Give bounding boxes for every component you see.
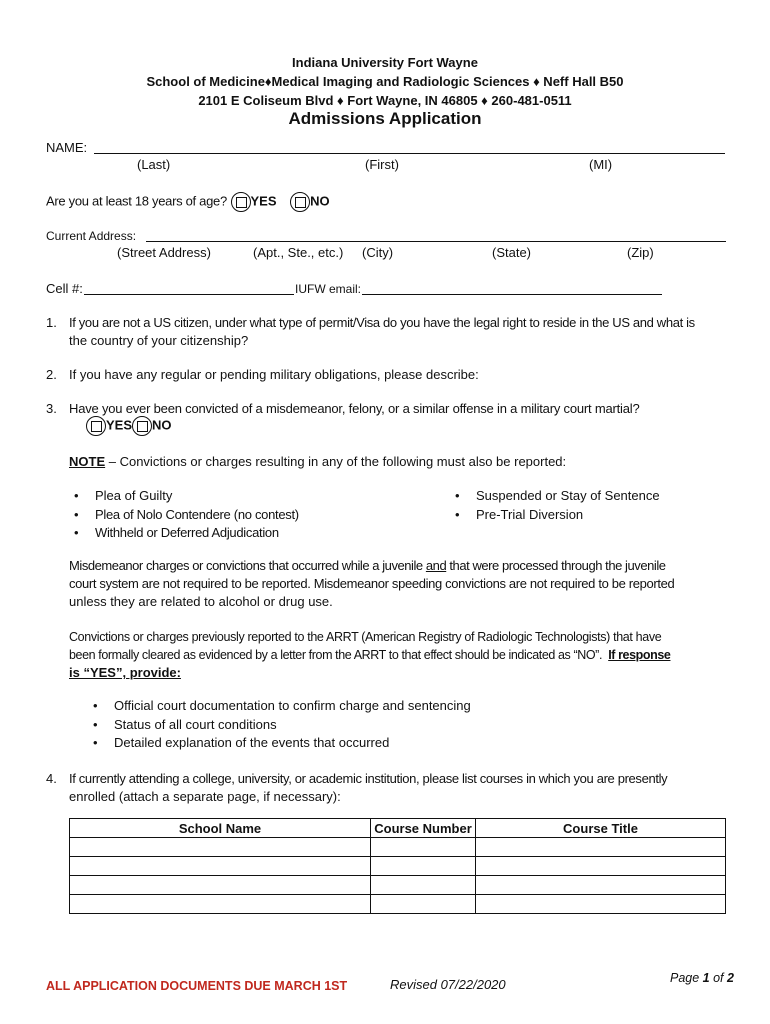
- note-text: – Convictions or charges resulting in any of the following must also be reported:: [105, 454, 567, 469]
- q3-yes-checkbox[interactable]: [86, 416, 106, 436]
- list-item: • Detailed explanation of the events that occurred: [88, 734, 471, 753]
- email-label: IUFW email:: [295, 282, 361, 296]
- courses-table: [69, 818, 726, 914]
- q4-line2: enrolled (attach a separate page, if necessary):: [69, 789, 341, 804]
- table-row: [70, 876, 726, 895]
- address-sub-city: (City): [362, 245, 394, 260]
- q4-line1: If currently attending a college, university, or academic institution, please list courses in which you are presently: [69, 771, 668, 786]
- checkbox-icon: [91, 421, 102, 432]
- q1-line2: the country of your citizenship?: [69, 333, 249, 348]
- page-prefix: Page: [670, 971, 703, 985]
- q3-no-label: NO: [152, 417, 172, 433]
- list-item: • Pre-Trial Diversion: [450, 506, 660, 525]
- arrt-line2: [69, 646, 670, 664]
- table-cell[interactable]: [70, 838, 371, 857]
- arrt-list: [88, 697, 471, 753]
- table-row: [70, 857, 726, 876]
- page-of: of: [709, 971, 727, 985]
- age-yes-label: YES: [250, 193, 277, 209]
- age-yes-checkbox[interactable]: [231, 192, 251, 212]
- q3-number: 3.: [46, 401, 57, 416]
- address-input-line[interactable]: [146, 241, 726, 242]
- name-input-line[interactable]: [94, 153, 725, 154]
- misdemeanor-line3: unless they are related to alcohol or drug use.: [69, 594, 333, 609]
- list-item: • Withheld or Deferred Adjudication: [69, 524, 299, 543]
- revised-date: Revised 07/22/2020: [390, 977, 506, 992]
- table-cell[interactable]: [70, 857, 371, 876]
- table-cell[interactable]: [371, 857, 476, 876]
- address-sub-street: (Street Address): [117, 245, 211, 260]
- name-sub-first: (First): [365, 157, 399, 172]
- table-cell[interactable]: [371, 895, 476, 914]
- institution-name: Indiana University Fort Wayne: [292, 55, 478, 70]
- q1-line1: If you are not a US citizen, under what type of permit/Visa do you have the legal right to reside in the US and what is: [69, 315, 695, 330]
- arrt-if-response: If response: [608, 648, 671, 662]
- col-school-name: School Name: [70, 819, 371, 838]
- address-sub-state: (State): [492, 245, 532, 260]
- department-line: School of Medicine♦Medical Imaging and Radiologic Sciences ♦ Neff Hall B50: [146, 74, 624, 89]
- address-sub-apt: (Apt., Ste., etc.): [253, 245, 344, 260]
- cell-input-line[interactable]: [84, 294, 294, 295]
- age-question-text: Are you at least 18 years of age?: [46, 193, 227, 209]
- note-right-list: [450, 487, 660, 524]
- list-item: • Status of all court conditions: [88, 716, 471, 735]
- table-cell[interactable]: [70, 876, 371, 895]
- name-sub-last: (Last): [137, 157, 171, 172]
- note-left-list: [69, 487, 299, 543]
- table-cell[interactable]: [476, 876, 726, 895]
- misdemeanor-and: and: [425, 558, 447, 573]
- cell-label: Cell #:: [46, 281, 83, 296]
- address-label: Current Address:: [46, 229, 137, 243]
- table-cell[interactable]: [70, 895, 371, 914]
- email-input-line[interactable]: [362, 294, 662, 295]
- table-row: [70, 838, 726, 857]
- address-line: 2101 E Coliseum Blvd ♦ Fort Wayne, IN 46805 ♦ 260-481-0511: [198, 93, 572, 108]
- table-cell[interactable]: [476, 857, 726, 876]
- arrt-line3: is “YES”, provide:: [69, 665, 181, 680]
- q3-yes-label: YES: [106, 417, 133, 433]
- col-course-number: Course Number: [371, 819, 476, 838]
- misdemeanor-line1b: that were processed through the juvenile: [446, 558, 666, 573]
- table-cell[interactable]: [476, 838, 726, 857]
- name-label: NAME:: [46, 140, 88, 155]
- list-item: • Official court documentation to confirm charge and sentencing: [88, 697, 471, 716]
- q4-number: 4.: [46, 771, 57, 786]
- table-cell[interactable]: [476, 895, 726, 914]
- q3-answers: [86, 416, 172, 436]
- table-row: [70, 895, 726, 914]
- name-sub-mi: (MI): [589, 157, 613, 172]
- col-course-title: Course Title: [476, 819, 726, 838]
- list-item: • Plea of Guilty: [69, 487, 299, 506]
- table-cell[interactable]: [371, 838, 476, 857]
- checkbox-icon: [137, 421, 148, 432]
- misdemeanor-line1: [69, 557, 666, 575]
- q2-text: If you have any regular or pending military obligations, please describe:: [69, 367, 479, 382]
- age-question: [46, 192, 330, 212]
- age-no-checkbox[interactable]: [290, 192, 310, 212]
- q3-no-checkbox[interactable]: [132, 416, 152, 436]
- q2-number: 2.: [46, 367, 57, 382]
- misdemeanor-line1a: Misdemeanor charges or convictions that occurred while a juvenile: [69, 558, 426, 573]
- due-date-notice: ALL APPLICATION DOCUMENTS DUE MARCH 1ST: [46, 979, 348, 993]
- page-current: 1: [702, 971, 710, 985]
- checkbox-icon: [236, 197, 247, 208]
- list-item: • Suspended or Stay of Sentence: [450, 487, 660, 506]
- arrt-line1: Convictions or charges previously reported to the ARRT (American Registry of Radiologic Technologists) that have: [69, 630, 662, 644]
- arrt-line2-text: been formally cleared as evidenced by a letter from the ARRT to that effect should be indicated as “NO”.: [69, 648, 603, 662]
- note: [69, 453, 566, 471]
- q1-number: 1.: [46, 315, 57, 330]
- table-header-row: [70, 819, 726, 838]
- list-item: • Plea of Nolo Contendere (no contest): [69, 506, 299, 525]
- age-no-label: NO: [310, 193, 330, 209]
- address-sub-zip: (Zip): [627, 245, 654, 260]
- page-number: [670, 971, 734, 985]
- page-total: 2: [727, 971, 734, 985]
- misdemeanor-line2: court system are not required to be reported. Misdemeanor speeding convictions are not required to be reported: [69, 576, 675, 591]
- table-cell[interactable]: [371, 876, 476, 895]
- note-label: NOTE: [69, 454, 106, 469]
- checkbox-icon: [295, 197, 306, 208]
- page-title: Admissions Application: [288, 109, 482, 128]
- q3-text: Have you ever been convicted of a misdemeanor, felony, or a similar offense in a military court martial?: [69, 401, 640, 416]
